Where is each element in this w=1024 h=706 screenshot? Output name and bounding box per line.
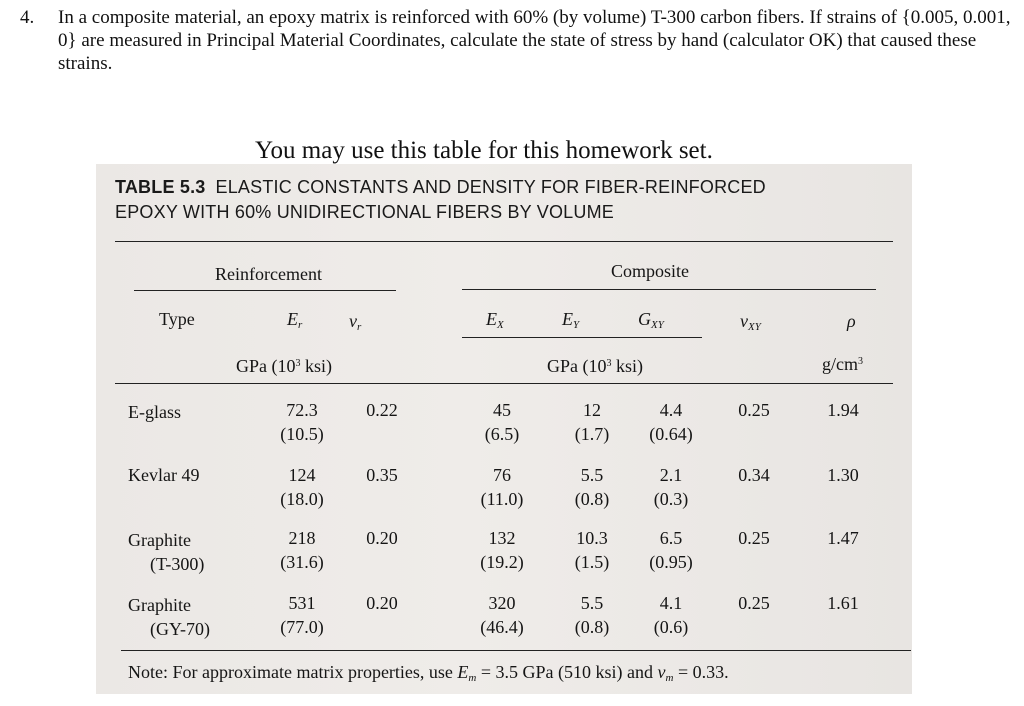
problem-number: 4. [20,7,35,28]
cell-rho: 1.94 [827,400,859,420]
row-type: E-glass [128,402,181,422]
table-note: Note: For approximate matrix properties, use $E_m = 3.5$ GPa (510 ksi) and $\nu_m = 0.33$. [128,662,729,684]
cell-gxy-ksi: (0.6) [653,617,689,637]
cell-ey-ksi: (1.5) [574,552,610,572]
row-type: Kevlar 49 [128,465,200,485]
cell-gxy-ksi: (0.3) [653,489,689,509]
cell-ey: 10.3 [576,528,608,548]
cell-nuxy: 0.25 [738,593,770,613]
col-type: Type [159,309,195,329]
cell-rho: 1.30 [827,465,859,485]
cell-er: 218 [288,528,316,548]
cell-ey-ksi: (0.8) [574,489,610,509]
col-nuxy: $\nu_{XY}$ [740,311,761,333]
cell-nuxy: 0.34 [738,465,770,485]
col-gxy: $G_{XY}$ [638,309,664,331]
cell-rho: 1.47 [827,528,859,548]
cell-ex: 45 [493,400,511,420]
cell-er-ksi: (31.6) [280,552,324,572]
cell-ex-ksi: (11.0) [480,489,524,509]
row-type: Graphite [128,530,191,550]
cell-gxy-ksi: (0.64) [649,424,693,444]
cell-ex: 132 [488,528,516,548]
top-rule [115,241,893,242]
cell-ey-ksi: (1.7) [574,424,610,444]
cell-ey: 5.5 [580,593,604,613]
row-type-sub: (T-300) [150,554,205,574]
header-bottom-rule [115,383,893,384]
cell-ex: 320 [488,593,516,613]
cell-gxy-ksi: (0.95) [649,552,693,572]
cell-nur: 0.20 [366,528,398,548]
composite-rule [462,289,876,290]
table-label: TABLE 5.3 [115,177,206,197]
cell-ey: 5.5 [580,465,604,485]
problem-text: In a composite material, an epoxy matrix is reinforced with 60% (by volume) T-300 carbon fibers. If strains of {0.005, 0.001, 0} are measured in Principal Material Coordinates, calculate the state of stress by hand (calculator OK) that caused these strains. [58,7,1011,74]
cell-gxy: 4.4 [659,400,683,420]
table-title-line1: ELASTIC CONSTANTS AND DENSITY FOR FIBER-REINFORCED [215,177,766,197]
cell-gxy: 4.1 [659,593,683,613]
cell-er: 72.3 [286,400,318,420]
cell-ey-ksi: (0.8) [574,617,610,637]
cell-nur: 0.35 [366,465,398,485]
cell-nuxy: 0.25 [738,400,770,420]
col-er: $E_r$ [287,309,303,331]
col-ex: $E_X$ [486,309,504,331]
bottom-rule [121,650,911,651]
cell-ex-ksi: (46.4) [480,617,524,637]
table-caption: You may use this table for this homework set. [255,137,713,164]
table-title-line2: EPOXY WITH 60% UNIDIRECTIONAL FIBERS BY VOLUME [115,202,614,222]
unit-reinforcement: GPa ($10^3$ ksi) [236,356,332,376]
unit-composite: GPa ($10^3$ ksi) [547,356,643,376]
cell-er-ksi: (10.5) [280,424,324,444]
col-rho: ρ [847,311,856,331]
unit-density: $g/cm^3$ [822,354,863,374]
cell-ey: 12 [583,400,601,420]
cell-er-ksi: (18.0) [280,489,324,509]
cell-er: 124 [288,465,316,485]
row-type: Graphite [128,595,191,615]
reinforcement-rule [134,290,396,291]
cell-er-ksi: (77.0) [280,617,324,637]
row-type-sub: (GY-70) [150,619,210,639]
cell-rho: 1.61 [827,593,859,613]
group-composite: Composite [611,261,690,281]
cell-er: 531 [288,593,316,613]
col-ey: $E_Y$ [562,309,580,331]
cell-nur: 0.20 [366,593,398,613]
cell-ex: 76 [493,465,511,485]
col-nur: $\nu_r$ [349,311,362,333]
group-reinforcement: Reinforcement [215,264,322,284]
table-title [115,175,766,225]
cell-gxy: 2.1 [659,465,683,485]
cell-ex-ksi: (6.5) [484,424,520,444]
cell-nur: 0.22 [366,400,398,420]
cell-nuxy: 0.25 [738,528,770,548]
ex-gxy-rule [462,337,702,338]
cell-gxy: 6.5 [659,528,683,548]
cell-ex-ksi: (19.2) [480,552,524,572]
